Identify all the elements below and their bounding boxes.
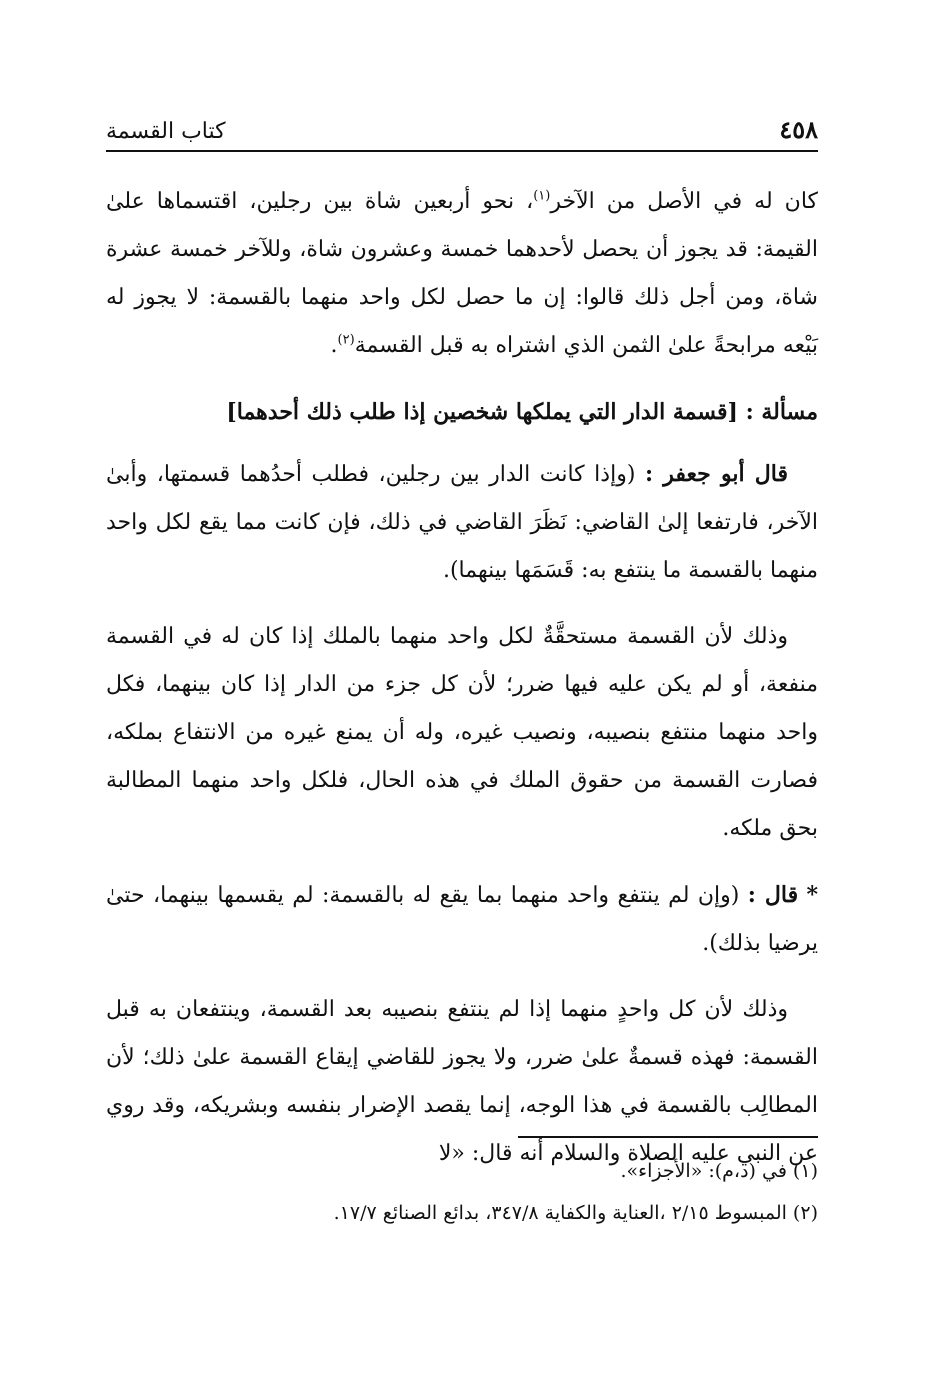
footnote-separator — [518, 1136, 818, 1138]
footnote-ref-2[interactable]: (٢) — [337, 332, 355, 348]
paragraph-1-text-b: ، نحو أربعين شاة بين رجلين، اقتسماها علىٰ القيمة: قد يجوز أن يحصل لأحدهما خمسة وعشرون شاة، وللآخر خمسة عشرة شاة، ومن أجل ذلك قالوا: إن ما حصل لكل واحد منهما بالقسمة: لا يجوز له بَيْعه مرابحةً علىٰ الثمن الذي اشتراه به قبل القسمة — [106, 189, 818, 358]
book-title: كتاب القسمة — [106, 119, 226, 144]
page-number: ٤٥٨ — [779, 115, 818, 144]
paragraph-3: وذلك لأن القسمة مستحقَّةٌ لكل واحد منهما بالملك إذا كان له في القسمة منفعة، أو لم يكن عليه فيها ضرر؛ لأن كل جزء من الدار إذا كان بينهما، فكل واحد منهما منتفع بنصيبه، ونصيب غيره، وله أن يمنع غيره من الانتفاع بملكه، فصارت القسمة من حقوق الملك في هذه الحال، فلكل واحد منهما المطالبة بحق ملكه. — [106, 624, 818, 841]
footnote-2: (٢) المبسوط ٢/١٥ ،العناية والكفاية ٣٤٧/٨، بدائع الصنائع ١٧/٧. — [333, 1202, 818, 1224]
paragraph-1 — [106, 178, 818, 370]
speaker-qala: قال : — [747, 882, 799, 908]
asterisk-marker: * — [806, 882, 819, 908]
speaker-abu-jafar: قال أبو جعفر : — [644, 461, 788, 487]
paragraph-1-text-c: . — [330, 333, 338, 358]
footnotes — [106, 1150, 818, 1234]
main-text — [106, 178, 818, 1188]
paragraph-4-text: (وإن لم ينتفع واحد منهما بما يقع له بالقسمة: لم يقسمها بينهما، حتىٰ يرضيا بذلك). — [106, 883, 818, 956]
footnote-1: (١) في (د،م): «الأجزاء». — [620, 1160, 818, 1182]
page-header — [106, 112, 818, 152]
footnote-ref-1[interactable]: (١) — [533, 188, 551, 204]
paragraph-2 — [106, 450, 818, 595]
paragraph-5: وذلك لأن كل واحدٍ منهما إذا لم ينتفع بنصيبه بعد القسمة، وينتفعان به قبل القسمة: فهذه قسمةٌ علىٰ ضرر، ولا يجوز للقاضي إيقاع القسمة علىٰ ذلك؛ لأن المطالِب بالقسمة في هذا الوجه، إنما يقصد الإضرار بنفسه وبشريكه، وقد روي عن النبي عليه الصلاة والسلام أنه قال: «لا — [106, 997, 818, 1166]
section-heading: مسألة : [قسمة الدار التي يملكها شخصين إذا طلب ذلك أحدهما] — [226, 399, 818, 425]
paragraph-2-text: (وإذا كانت الدار بين رجلين، فطلب أحدُهما قسمتها، وأبىٰ الآخر، فارتفعا إلىٰ القاضي: نَظَرَ القاضي في ذلك، فإن كانت مما يقع لكل واحد منهما بالقسمة ما ينتفع به: قَسَمَها بينهما). — [106, 462, 818, 583]
paragraph-4 — [106, 871, 818, 968]
paragraph-1-text-a: كان له في الأصل من الآخر — [550, 189, 818, 214]
